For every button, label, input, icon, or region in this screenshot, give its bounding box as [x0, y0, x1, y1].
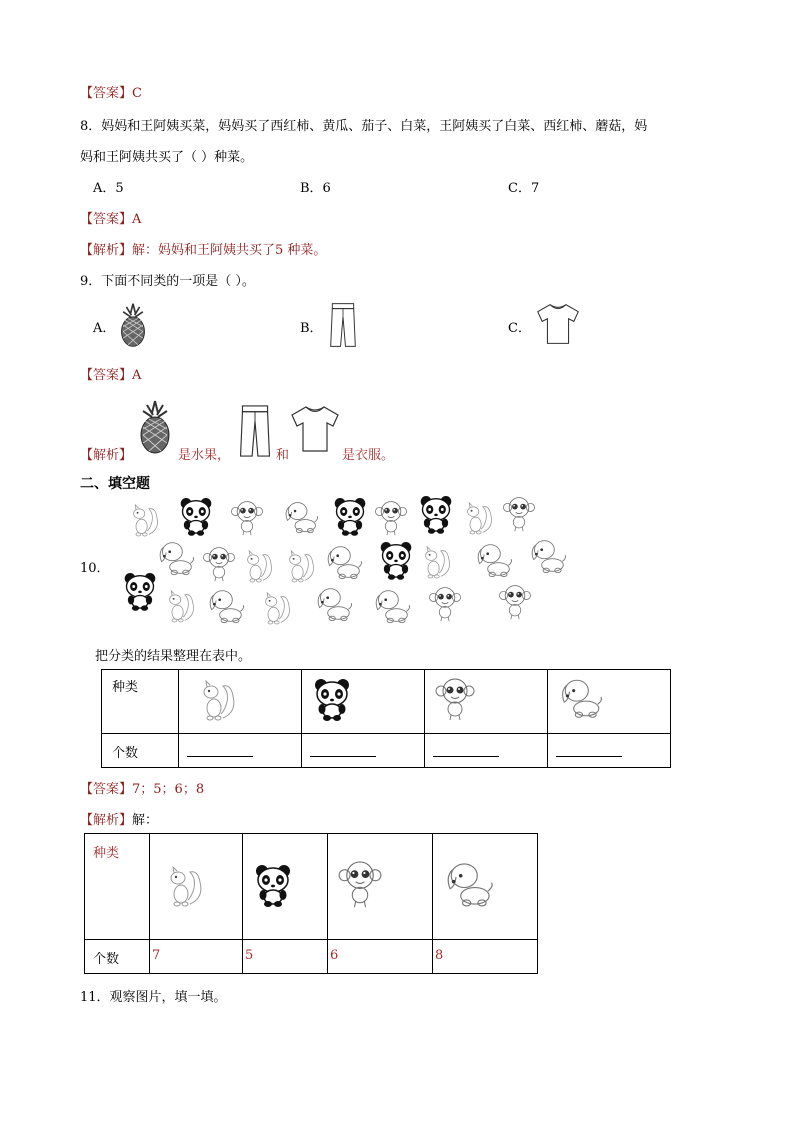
analysis-text: 解：妈妈和王阿姨共买了5 种菜。 — [132, 243, 327, 258]
analysis-part2: 和 — [276, 448, 290, 463]
squirrel-icon — [128, 502, 160, 538]
q8-answer — [80, 208, 141, 227]
puppy-icon — [206, 588, 246, 624]
answer-value: A — [132, 212, 142, 227]
count-value: 5 — [243, 940, 328, 974]
count-value: 6 — [328, 940, 433, 974]
analysis-tag: 【解析】 — [80, 243, 133, 258]
table-header-kind: 种类 — [102, 670, 179, 734]
table-cell-monkey — [328, 834, 433, 940]
question-number: 9． — [80, 274, 102, 289]
table-cell-squirrel — [179, 670, 302, 734]
count-blank[interactable] — [179, 734, 302, 768]
question-text: 妈妈和王阿姨买菜，妈妈买了西红柿、黄瓜、茄子、白菜，王阿姨买了白菜、西红柿、蘑菇，妈 — [101, 119, 648, 134]
tshirt-icon — [290, 404, 340, 454]
puppy-icon — [372, 588, 412, 624]
analysis-text: 解： — [132, 813, 159, 828]
puppy-icon — [474, 542, 514, 578]
q9-answer — [80, 364, 141, 383]
panda-icon — [122, 570, 158, 612]
q8-text-line1 — [80, 115, 647, 134]
q7-answer — [80, 82, 142, 101]
monkey-icon — [202, 546, 236, 582]
answer-blank[interactable] — [187, 742, 253, 757]
q9-text — [80, 270, 255, 289]
count-value: 7 — [150, 940, 243, 974]
panda-icon — [312, 676, 352, 722]
table-cell-squirrel — [150, 834, 243, 940]
pineapple-icon — [116, 302, 150, 348]
puppy-icon — [443, 860, 495, 908]
question-text: 下面不同类的一项是（ ）。 — [101, 274, 255, 289]
table-header-count: 个数 — [85, 940, 150, 974]
squirrel-icon — [420, 544, 452, 580]
analysis-table — [84, 833, 538, 974]
question-text: 观察图片，填一填。 — [109, 990, 227, 1005]
question-number: 8． — [80, 119, 102, 134]
squirrel-icon — [260, 590, 292, 626]
table-cell-puppy — [433, 834, 538, 940]
table-cell-panda — [302, 670, 425, 734]
q11-text — [80, 986, 227, 1005]
count-blank[interactable] — [302, 734, 425, 768]
panda-icon — [418, 494, 454, 534]
squirrel-icon — [462, 500, 494, 536]
tshirt-icon — [536, 302, 580, 346]
analysis-tag: 【解析】 — [80, 813, 133, 828]
pineapple-icon — [135, 398, 175, 456]
answer-blank[interactable] — [433, 742, 499, 757]
monkey-icon — [502, 496, 536, 532]
monkey-icon — [374, 500, 408, 536]
table-cell-puppy — [548, 670, 671, 734]
puppy-icon — [528, 538, 568, 574]
answer-tag: 【答案】 — [80, 368, 133, 383]
count-value: 8 — [433, 940, 538, 974]
option-a: A．5 — [93, 181, 124, 196]
analysis-tag: 【解析】 — [80, 448, 133, 463]
monkey-icon — [338, 858, 382, 910]
squirrel-icon — [197, 678, 237, 722]
question-number: 10． — [80, 561, 110, 576]
puppy-icon — [156, 540, 196, 576]
question-number: 11． — [80, 990, 110, 1005]
table-header-kind: 种类 — [85, 834, 150, 940]
monkey-icon — [428, 586, 462, 622]
q10-answer — [80, 778, 204, 797]
panda-icon — [253, 860, 293, 910]
section-title: 二、填空题 — [80, 476, 150, 492]
puppy-icon — [558, 676, 604, 720]
analysis-part3: 是衣服。 — [342, 448, 395, 463]
monkey-icon — [435, 676, 475, 722]
panda-icon — [378, 540, 414, 580]
squirrel-icon — [284, 548, 316, 584]
puppy-icon — [314, 586, 354, 622]
q10-instruction: 把分类的结果整理在表中。 — [95, 649, 252, 664]
table-cell-panda — [243, 834, 328, 940]
answer-value: C — [132, 86, 142, 101]
monkey-icon — [230, 500, 264, 536]
option-c: C．7 — [508, 181, 540, 196]
option-b: B．6 — [300, 181, 331, 196]
count-blank[interactable] — [425, 734, 548, 768]
puppy-icon — [324, 544, 364, 580]
classification-table — [101, 669, 671, 768]
answer-value: 7；5；6；8 — [132, 782, 205, 797]
panda-icon — [178, 496, 214, 536]
answer-value: A — [132, 368, 142, 383]
animal-picture — [118, 490, 588, 635]
q8-analysis — [80, 239, 326, 258]
answer-blank[interactable] — [310, 742, 376, 757]
table-cell-monkey — [425, 670, 548, 734]
count-blank[interactable] — [548, 734, 671, 768]
q8-text-line2: 妈和王阿姨共买了（ ）种菜。 — [80, 150, 254, 165]
q10-analysis — [80, 809, 158, 828]
option-a: A． — [93, 321, 116, 336]
squirrel-icon — [164, 864, 204, 908]
squirrel-icon — [164, 588, 196, 624]
analysis-part1: 是水果， — [178, 448, 231, 463]
trousers-icon — [238, 404, 272, 458]
puppy-icon — [282, 500, 320, 534]
monkey-icon — [498, 584, 532, 620]
answer-tag: 【答案】 — [80, 86, 133, 101]
squirrel-icon — [242, 548, 274, 584]
answer-tag: 【答案】 — [80, 212, 133, 227]
trousers-icon — [328, 302, 358, 348]
option-b: B． — [300, 321, 323, 336]
panda-icon — [332, 496, 368, 536]
answer-blank[interactable] — [556, 742, 622, 757]
option-c: C． — [508, 321, 531, 336]
table-header-count: 个数 — [102, 734, 179, 768]
answer-tag: 【答案】 — [80, 782, 133, 797]
